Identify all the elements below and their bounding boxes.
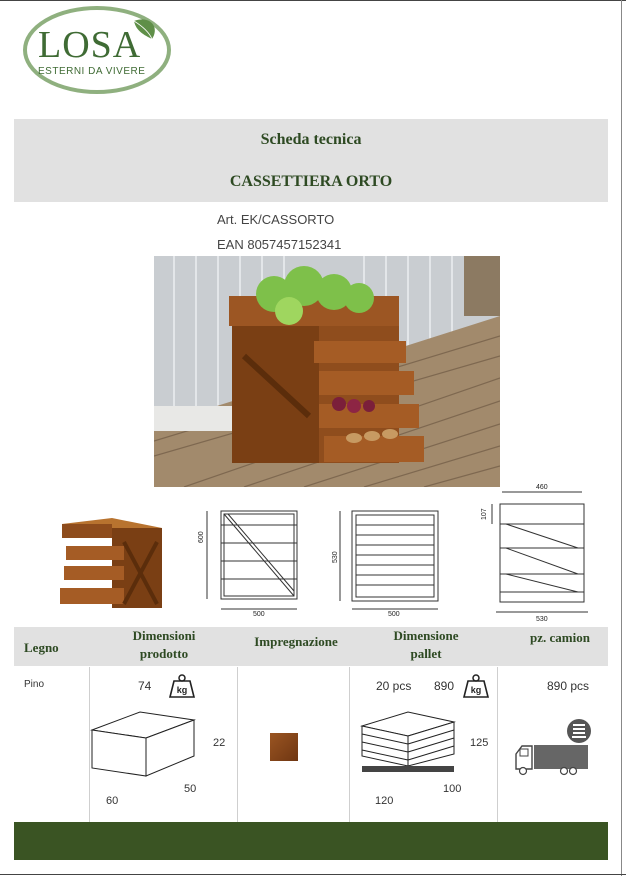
column-divider xyxy=(497,667,498,822)
header-pallet-line2: pallet xyxy=(410,646,442,661)
pallet-weight-kg-icon xyxy=(462,673,490,699)
column-divider xyxy=(349,667,350,822)
header-dimensions-line2: prodotto xyxy=(139,646,189,661)
column-divider xyxy=(237,667,238,822)
header-pallet xyxy=(366,627,486,663)
title-band xyxy=(14,119,608,202)
front-view-drawing xyxy=(330,505,445,620)
back-top-label: 460 xyxy=(536,484,548,491)
bottom-border xyxy=(0,874,626,875)
side-width-label: 500 xyxy=(253,611,265,618)
pallet-stack-icon xyxy=(358,708,460,780)
footer-band xyxy=(14,822,608,860)
header-dimensions-line1: Dimensioni xyxy=(132,628,196,643)
truck-icon xyxy=(512,716,592,778)
article-code: Art. EK/CASSORTO xyxy=(217,212,335,227)
table-header xyxy=(14,627,608,666)
back-drawer-label: 107 xyxy=(481,508,488,520)
product-photo xyxy=(154,256,500,487)
product-weight: 74 xyxy=(138,679,152,693)
product-title: CASSETTIERA ORTO xyxy=(229,173,393,190)
losa-logo xyxy=(22,5,172,95)
cabinet-3d-render xyxy=(52,512,172,616)
wood-stain-swatch xyxy=(270,733,298,761)
header-wood: Legno xyxy=(24,640,59,655)
header-truck: pz. camion xyxy=(530,630,590,645)
pallet-depth: 100 xyxy=(443,783,462,795)
right-border xyxy=(621,0,622,876)
front-height-label: 530 xyxy=(332,551,339,563)
side-height-label: 600 xyxy=(198,531,205,543)
front-width-label: 500 xyxy=(388,611,400,618)
logo-name: LOSA xyxy=(38,24,142,66)
pallet-height: 125 xyxy=(470,737,489,749)
header-dimensions xyxy=(109,627,219,663)
pallet-pieces: 20 pcs xyxy=(376,679,412,693)
side-view-drawing xyxy=(197,505,309,620)
product-width: 60 xyxy=(106,795,119,807)
weight-kg-icon xyxy=(168,673,196,699)
wood-type: Pino xyxy=(24,679,45,690)
pallet-weight-unit: kg xyxy=(470,685,482,695)
truck-pieces: 890 pcs xyxy=(547,679,590,693)
header-impregnation: Impregnazione xyxy=(254,634,338,649)
ean-code: EAN 8057457152341 xyxy=(217,237,342,252)
pallet-width: 120 xyxy=(375,795,394,807)
sheet-subtitle: Scheda tecnica xyxy=(260,131,362,148)
top-border xyxy=(0,0,626,1)
weight-unit: kg xyxy=(176,685,188,695)
pallet-weight: 890 xyxy=(434,679,455,693)
back-view-drawing xyxy=(474,480,594,625)
back-width-label: 530 xyxy=(536,616,548,623)
product-box-icon xyxy=(90,710,200,778)
header-pallet-line1: Dimensione xyxy=(393,628,459,643)
product-depth: 50 xyxy=(184,783,197,795)
logo-tagline: ESTERNI DA VIVERE xyxy=(38,66,146,77)
product-height: 22 xyxy=(213,737,226,749)
